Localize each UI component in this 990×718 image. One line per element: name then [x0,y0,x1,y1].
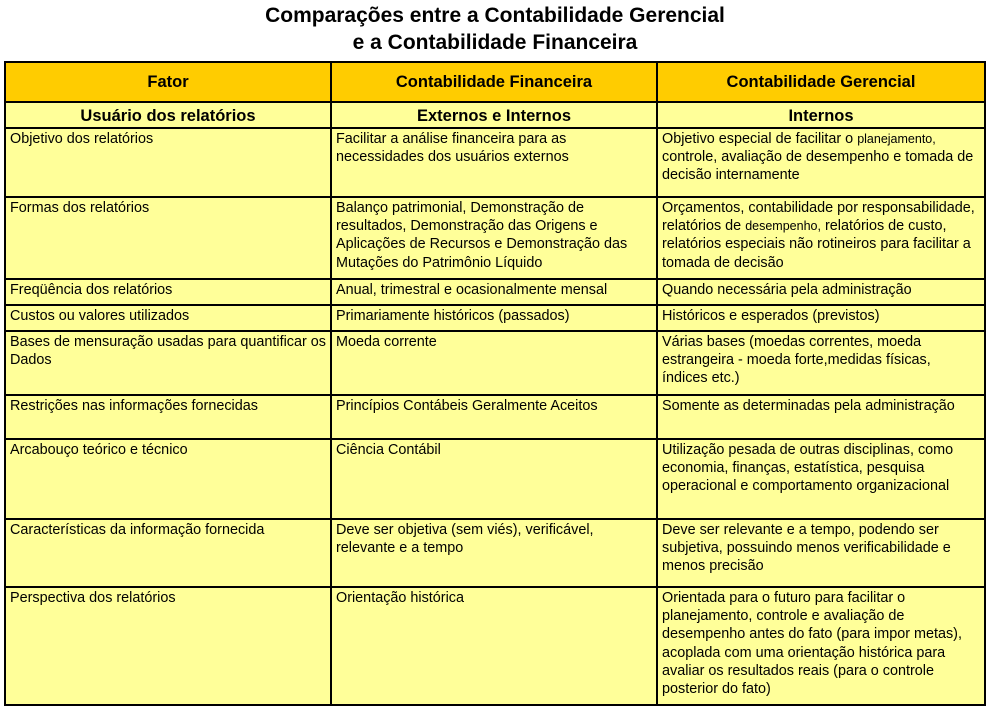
row-factor: Custos ou valores utilizados [5,305,331,331]
row-managerial-text: Objetivo especial de facilitar o [662,131,858,147]
row-factor: Formas dos relatórios [5,197,331,279]
table-row [5,439,985,519]
table-row [5,279,985,305]
row-managerial [657,128,985,197]
header-factor: Fator [5,62,331,102]
row-managerial-text: Orçamentos, contabilidade por responsabilidade, relatórios de [662,200,975,235]
table-row [5,128,985,197]
row-financial: Moeda corrente [331,331,657,395]
row-managerial: Várias bases (moedas correntes, moeda estrangeira - moeda forte,medidas físicas, índices etc.) [657,331,985,395]
row-managerial [657,197,985,279]
users-managerial: Internos [657,102,985,128]
title-line-1: Comparações entre a Contabilidade Gerencial [265,4,725,27]
row-managerial-text-cont: controle, avaliação de desempenho e tomada de decisão internamente [662,149,974,184]
row-financial: Orientação histórica [331,587,657,705]
row-managerial: Orientada para o futuro para facilitar o planejamento, controle e avaliação de desempenho antes do fato (para impor metas), acoplada com uma orientação histórica para avaliar os resultados reais (para o controle posterior do fato) [657,587,985,705]
header-managerial: Contabilidade Gerencial [657,62,985,102]
row-managerial: Quando necessária pela administração [657,279,985,305]
table-header-row [5,62,985,102]
table-row [5,197,985,279]
row-factor: Freqüência dos relatórios [5,279,331,305]
row-factor: Bases de mensuração usadas para quantificar os Dados [5,331,331,395]
users-row [5,102,985,128]
row-managerial: Deve ser relevante e a tempo, podendo ser subjetiva, possuindo menos verificabilidade e menos precisão [657,519,985,587]
row-managerial-small-text: desempenho, [745,219,821,234]
row-factor: Características da informação fornecida [5,519,331,587]
row-financial: Facilitar a análise financeira para as necessidades dos usuários externos [331,128,657,197]
row-managerial: Utilização pesada de outras disciplinas, como economia, finanças, estatística, pesquisa operacional e comportamento organizacional [657,439,985,519]
row-managerial-text-cont: relatórios de custo, relatórios especiais não rotineiros para facilitar a tomada de decisão [662,218,971,271]
table-row [5,587,985,705]
row-factor: Perspectiva dos relatórios [5,587,331,705]
row-factor: Restrições nas informações fornecidas [5,395,331,439]
row-financial: Ciência Contábil [331,439,657,519]
title-line-2: e a Contabilidade Financeira [352,31,638,54]
row-financial: Balanço patrimonial, Demonstração de resultados, Demonstração das Origens e Aplicações de Recursos e Demonstração das Mutações do Patrimônio Líquido [331,197,657,279]
table-row [5,331,985,395]
table-row [5,305,985,331]
row-financial: Deve ser objetiva (sem viés), verificável, relevante e a tempo [331,519,657,587]
row-factor: Objetivo dos relatórios [5,128,331,197]
page-title [0,2,990,56]
row-financial: Primariamente históricos (passados) [331,305,657,331]
row-financial: Princípios Contábeis Geralmente Aceitos [331,395,657,439]
users-factor: Usuário dos relatórios [5,102,331,128]
row-managerial: Somente as determinadas pela administração [657,395,985,439]
comparison-table [4,61,986,706]
table-row [5,519,985,587]
row-financial: Anual, trimestral e ocasionalmente mensal [331,279,657,305]
header-financial: Contabilidade Financeira [331,62,657,102]
row-factor: Arcabouço teórico e técnico [5,439,331,519]
users-financial: Externos e Internos [331,102,657,128]
row-managerial-small-text: planejamento, [857,132,936,146]
table-row [5,395,985,439]
row-managerial: Históricos e esperados (previstos) [657,305,985,331]
